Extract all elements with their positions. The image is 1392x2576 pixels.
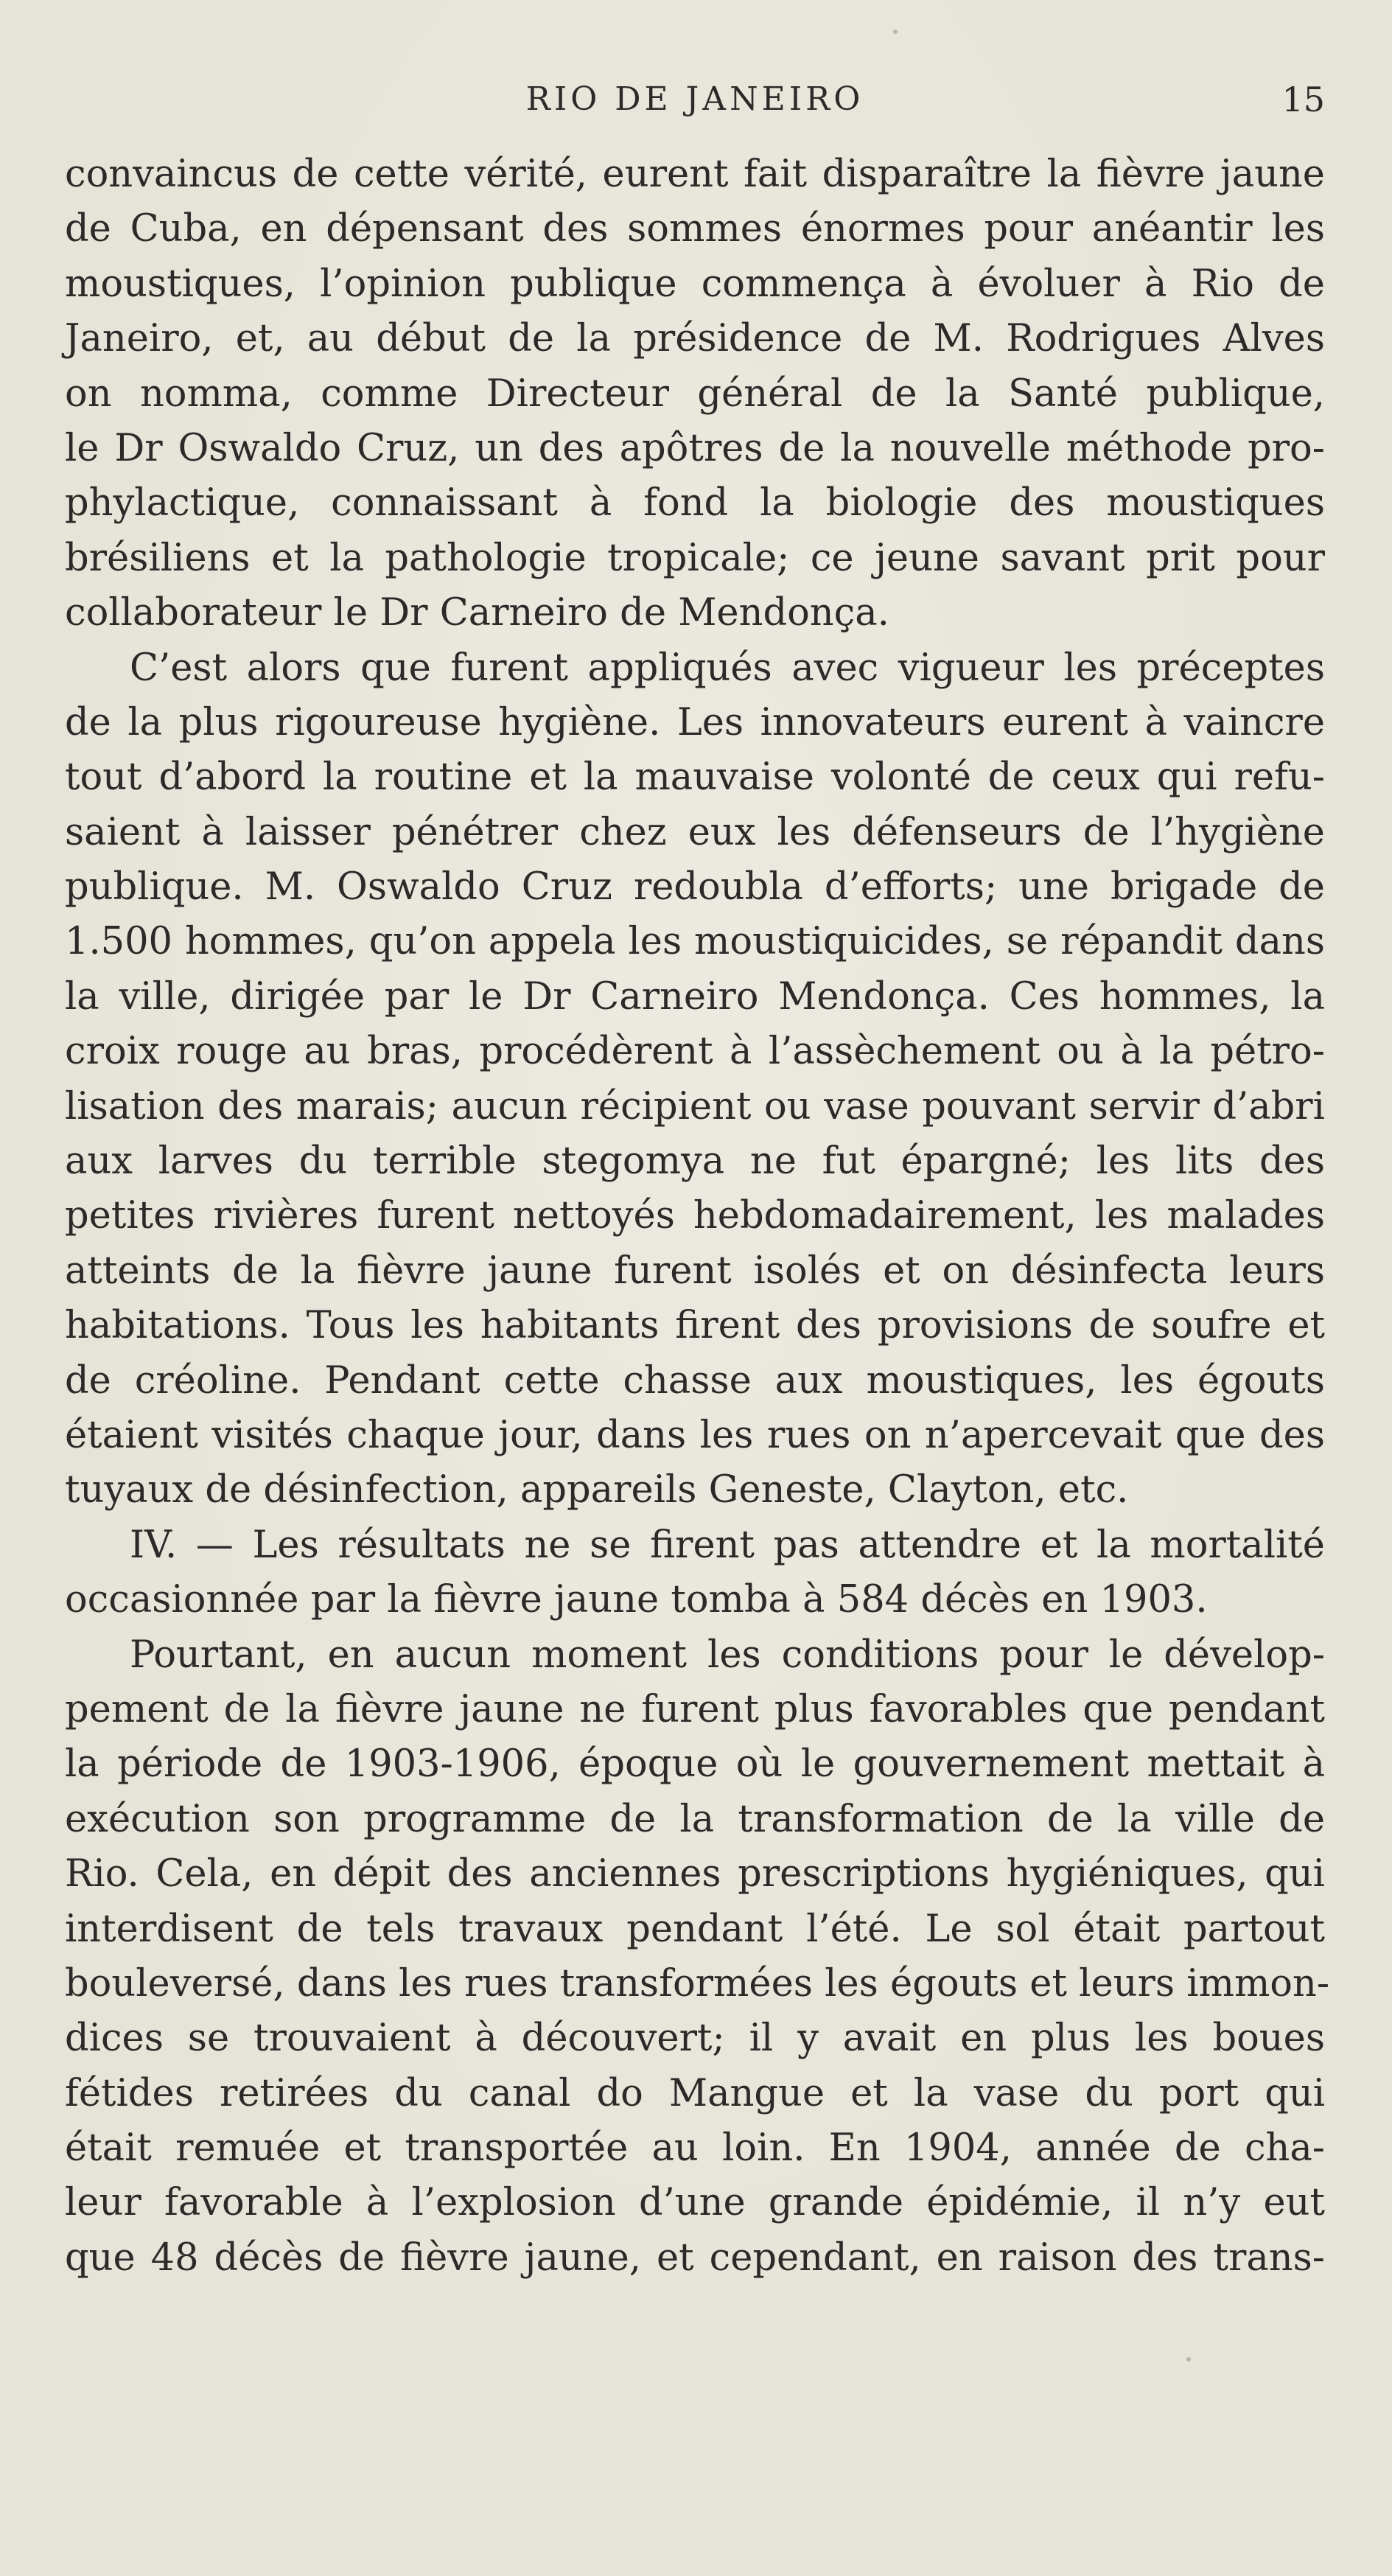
text-line: occasionnée par la fièvre jaune tomba à 584 décès en 1903. (65, 1578, 1208, 1622)
text-line: le Dr Oswaldo Cruz, un des apôtres de la nouvelle méthode pro- (65, 426, 1325, 470)
text-line: bouleversé, dans les rues transformées les égouts et leurs immon- (65, 1961, 1330, 2006)
text-line: publique. M. Oswaldo Cruz redoubla d’efforts; une brigade de (65, 865, 1325, 910)
paper-speck (1186, 2357, 1191, 2362)
text-line: saient à laisser pénétrer chez eux les défenseurs de l’hygiène (65, 810, 1325, 854)
text-line: exécution son programme de la transformation de la ville de (65, 1797, 1325, 1841)
text-line: dices se trouvaient à découvert; il y avait en plus les boues (65, 2017, 1325, 2061)
text-line: de la plus rigoureuse hygiène. Les innovateurs eurent à vaincre (65, 700, 1325, 744)
page-number: 15 (1281, 80, 1325, 119)
text-line: que 48 décès de fièvre jaune, et cependant, en raison des trans- (65, 2235, 1325, 2280)
text-line: tout d’abord la routine et la mauvaise volonté de ceux qui refu- (65, 755, 1325, 800)
text-line: habitations. Tous les habitants firent des provisions de soufre et (65, 1304, 1325, 1348)
text-line: Janeiro, et, au début de la présidence de M. Rodrigues Alves (65, 317, 1325, 361)
body-text (65, 147, 1330, 2286)
text-line: tuyaux de désinfection, appareils Geneste, Clayton, etc. (65, 1468, 1129, 1512)
text-line: brésiliens et la pathologie tropicale; ce jeune savant prit pour (65, 536, 1325, 580)
text-line: aux larves du terrible stegomya ne fut épargné; les lits des (65, 1139, 1325, 1184)
text-line: lisation des marais; aucun récipient ou vase pouvant servir d’abri (65, 1084, 1325, 1128)
running-title: RIO DE JANEIRO (525, 80, 864, 118)
text-line: interdisent de tels travaux pendant l’été. Le sol était partout (65, 1907, 1325, 1951)
text-line: on nomma, comme Directeur général de la Santé publique, (65, 371, 1325, 416)
text-line: étaient visités chaque jour, dans les rues on n’apercevait que des (65, 1413, 1325, 1457)
text-line: leur favorable à l’explosion d’une grande épidémie, il n’y eut (65, 2181, 1325, 2225)
text-line: convaincus de cette vérité, eurent fait disparaître la fièvre jaune (65, 153, 1325, 196)
text-line: fétides retirées du canal do Mangue et la vase du port qui (65, 2071, 1325, 2115)
text-line: Rio. Cela, en dépit des anciennes prescriptions hygiéniques, qui (65, 1852, 1325, 1896)
text-line: collaborateur le Dr Carneiro de Mendonça. (65, 591, 889, 635)
text-line: C’est alors que furent appliqués avec vigueur les préceptes (130, 646, 1325, 690)
page-header (65, 74, 1325, 125)
text-line: phylactique, connaissant à fond la biologie des moustiques (65, 481, 1325, 526)
text-line: Pourtant, en aucun moment les conditions pour le dévelop- (130, 1633, 1325, 1677)
text-line: IV. — Les résultats ne se firent pas attendre et la mortalité (130, 1523, 1325, 1567)
text-line: était remuée et transportée au loin. En 1904, année de cha- (65, 2126, 1325, 2171)
text-line: pement de la fièvre jaune ne furent plus favorables que pendant (65, 1687, 1325, 1731)
text-line: atteints de la fièvre jaune furent isolés et on désinfecta leurs (65, 1249, 1325, 1293)
text-line: la ville, dirigée par le Dr Carneiro Mendonça. Ces hommes, la (65, 974, 1325, 1019)
text-line: de créoline. Pendant cette chasse aux moustiques, les égouts (65, 1358, 1325, 1403)
text-line: de Cuba, en dépensant des sommes énormes pour anéantir les (65, 207, 1325, 251)
text-line: petites rivières furent nettoyés hebdomadairement, les malades (65, 1194, 1325, 1238)
text-line: moustiques, l’opinion publique commença à évoluer à Rio de (65, 262, 1325, 306)
text-line: 1.500 hommes, qu’on appela les moustiquicides, se répandit dans (65, 920, 1325, 964)
text-line: la période de 1903-1906, époque où le gouvernement mettait à (65, 1742, 1325, 1787)
text-line: croix rouge au bras, procédèrent à l’assèchement ou à la pétro- (65, 1030, 1325, 1074)
paper-speck (893, 29, 898, 34)
